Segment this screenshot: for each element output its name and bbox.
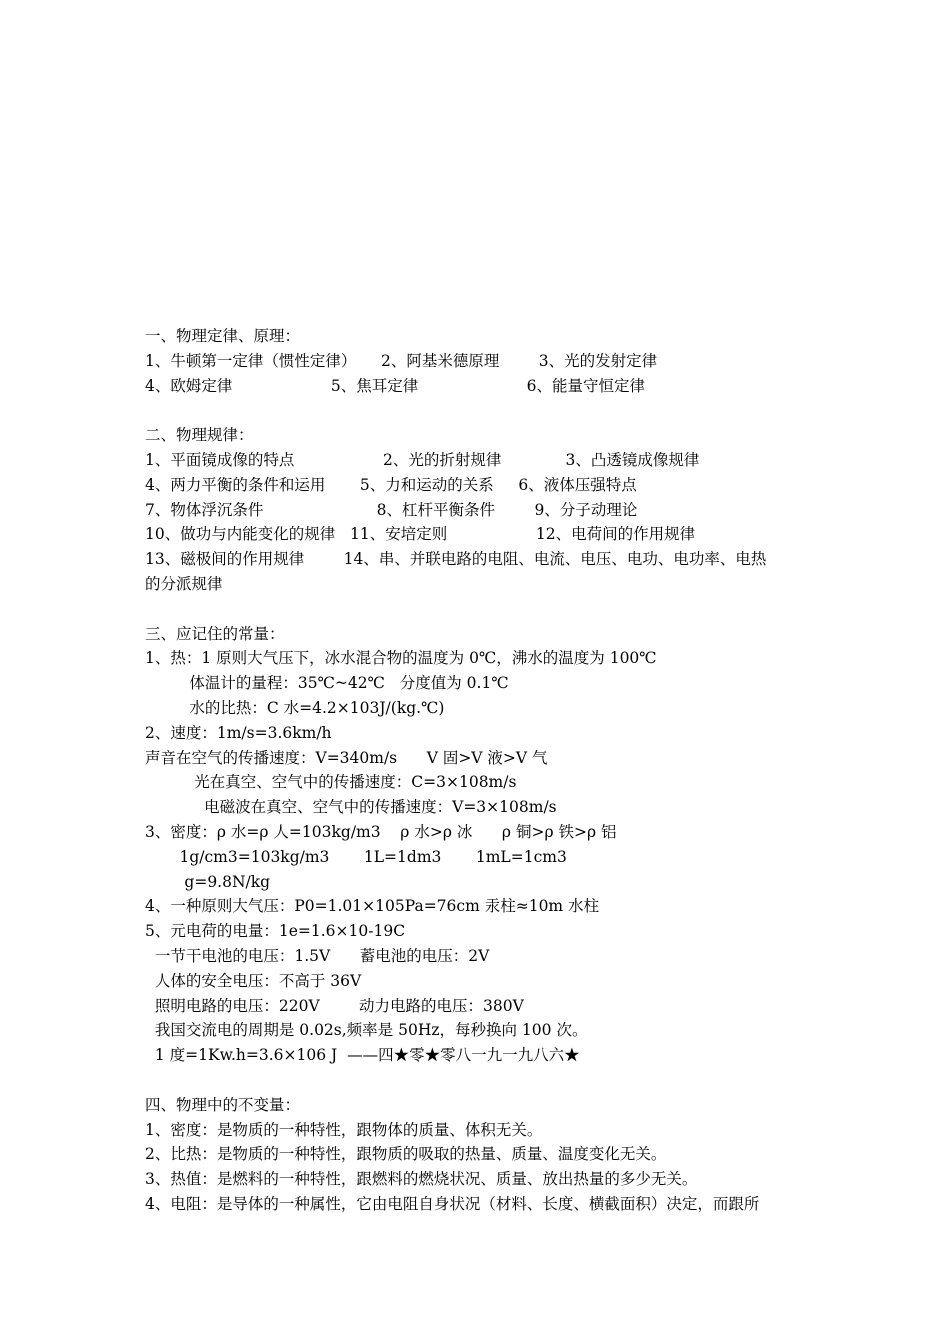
constants-line: 2、速度：1m/s=3.6km/h: [145, 723, 332, 742]
rules-line: 10、做功与内能变化的规律 11、安培定则 12、电荷间的作用规律: [145, 525, 696, 544]
constants-line: 电磁波在真空、空气中的传播速度：V=3×108m/s: [145, 798, 557, 817]
constants-line: 水的比热：C 水=4.2×103J/(kg.℃): [145, 698, 445, 717]
invariants-line: 2、比热：是物质的一种特性，跟物质的吸取的热量、质量、温度变化无关。: [145, 1145, 667, 1164]
constants-line: 声音在空气的传播速度：V=340m/s V 固>V 液>V 气: [145, 748, 548, 767]
rules-line: 1、平面镜成像的特点 2、光的折射规律 3、凸透镜成像规律: [145, 450, 700, 469]
constants-line: 1g/cm3=103kg/m3 1L=1dm3 1mL=1cm3: [145, 847, 567, 866]
constants-line: 1 度=1Kw.h=3.6×106 J ——四★零★零八一九一九八六★: [145, 1046, 580, 1065]
paragraph-gap: [145, 1068, 825, 1093]
rules-line: 7、物体浮沉条件 8、杠杆平衡条件 9、分子动理论: [145, 500, 638, 519]
constants-line: 1、热：1 原则大气压下，冰水混合物的温度为 0℃，沸水的温度为 100℃: [145, 649, 657, 668]
rules-line: 的分派规律: [145, 574, 223, 593]
section-heading-laws: 一、物理定律、原理：: [145, 327, 301, 345]
constants-line: 5、元电荷的电量：1e=1.6×10-19C: [145, 922, 406, 941]
document-page: [145, 324, 825, 1217]
constants-line: 照明电路的电压：220V 动力电路的电压：380V: [145, 996, 524, 1015]
constants-line: 光在真空、空气中的传播速度：C=3×108m/s: [145, 773, 517, 792]
invariants-line: 1、密度：是物质的一种特性，跟物体的质量、体积无关。: [145, 1120, 543, 1139]
laws-line: 1、牛顿第一定律（惯性定律） 2、阿基米德原理 3、光的发射定律: [145, 351, 658, 370]
invariants-line: 4、电阻：是导体的一种属性，它由电阻自身状况（材料、长度、横截面积）决定，而跟所: [145, 1194, 760, 1213]
paragraph-gap: [145, 398, 825, 423]
constants-line: 3、密度：ρ 水=ρ 人=103kg/m3 ρ 水>ρ 冰 ρ 铜>ρ 铁>ρ 铝: [145, 822, 617, 841]
paragraph-gap: [145, 597, 825, 622]
section-heading-constants: 三、应记住的常量：: [145, 624, 285, 643]
constants-line: g=9.8N/kg: [145, 872, 271, 891]
constants-line: 4、一种原则大气压：P0=1.01×105Pa=76cm 汞柱≈10m 水柱: [145, 897, 600, 916]
rules-line: 4、两力平衡的条件和运用 5、力和运动的关系 6、液体压强特点: [145, 475, 637, 494]
laws-line: 4、欧姆定律 5、焦耳定律 6、能量守恒定律: [145, 376, 646, 395]
section-heading-invariants: 四、物理中的不变量：: [145, 1095, 301, 1114]
constants-line: 一节干电池的电压：1.5V 蓄电池的电压：2V: [145, 946, 490, 965]
invariants-line: 3、热值：是燃料的一种特性，跟燃料的燃烧状况、质量、放出热量的多少无关。: [145, 1170, 698, 1189]
constants-line: 体温计的量程：35℃~42℃ 分度值为 0.1℃: [145, 674, 509, 693]
constants-line: 人体的安全电压：不高于 36V: [145, 971, 362, 990]
constants-line: 我国交流电的周期是 0.02s,频率是 50Hz，每秒换向 100 次。: [145, 1021, 588, 1040]
rules-line: 13、磁极间的作用规律 14、串、并联电路的电阻、电流、电压、电功、电功率、电热: [145, 550, 767, 569]
section-heading-rules: 二、物理规律：: [145, 426, 254, 445]
